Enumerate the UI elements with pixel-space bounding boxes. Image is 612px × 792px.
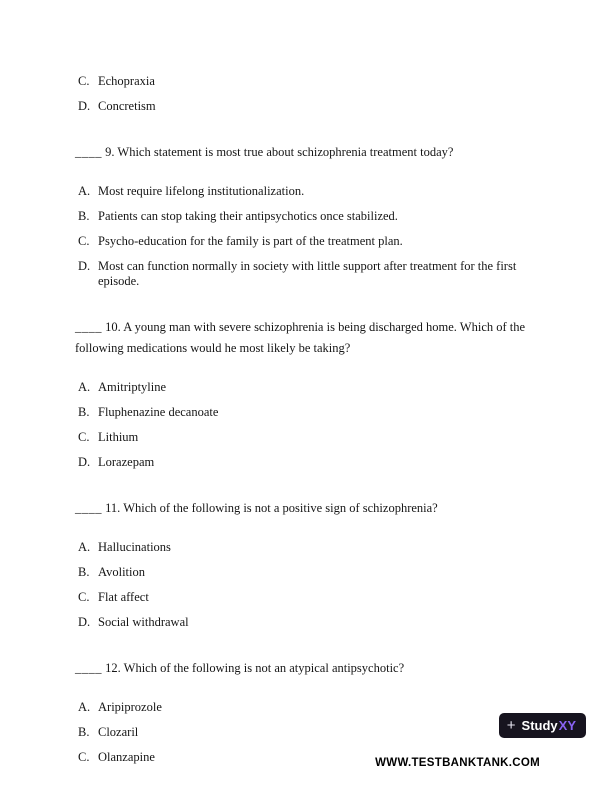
option-text: Patients can stop taking their antipsychotics once stabilized. xyxy=(98,209,398,223)
option-letter: B. xyxy=(78,209,90,223)
option-letter: C. xyxy=(78,74,90,88)
question-number: 12. xyxy=(105,661,121,675)
option-letter: A. xyxy=(78,540,91,554)
question-list xyxy=(75,74,540,775)
question-number: 9. xyxy=(105,145,115,159)
option-row xyxy=(75,430,540,445)
option-row xyxy=(75,405,540,420)
answer-blank: ____ xyxy=(75,145,102,159)
option-letter: D. xyxy=(78,99,91,113)
option-row xyxy=(75,74,540,89)
option-row xyxy=(75,380,540,395)
option-letter: D. xyxy=(78,615,91,629)
question-text: A young man with severe schizophrenia is being discharged home. Which of the following medications would he most likely be taking? xyxy=(75,320,526,355)
question-text: Which of the following is not a positive sign of schizophrenia? xyxy=(123,501,438,515)
option-letter: A. xyxy=(78,380,91,394)
option-text: Olanzapine xyxy=(98,750,155,764)
option-letter: A. xyxy=(78,184,91,198)
option-row xyxy=(75,99,540,114)
option-text: Hallucinations xyxy=(98,540,171,554)
answer-blank: ____ xyxy=(75,661,102,675)
question-stem xyxy=(75,498,540,519)
question-number: 11. xyxy=(105,501,121,515)
option-letter: C. xyxy=(78,750,90,764)
option-letter: C. xyxy=(78,430,90,444)
option-row xyxy=(75,184,540,199)
option-text: Psycho-education for the family is part of the treatment plan. xyxy=(98,234,403,248)
option-row xyxy=(75,234,540,249)
option-row xyxy=(75,209,540,224)
option-letter: B. xyxy=(78,565,90,579)
option-letter: D. xyxy=(78,259,91,273)
plus-icon: + xyxy=(506,717,516,734)
question-text: Which statement is most true about schizophrenia treatment today? xyxy=(117,145,454,159)
option-letter: D. xyxy=(78,455,91,469)
option-text: Flat affect xyxy=(98,590,149,604)
question-stem xyxy=(75,658,540,679)
brand-study-label: Study xyxy=(521,718,558,733)
option-text: Most require lifelong institutionalization. xyxy=(98,184,305,198)
option-letter: C. xyxy=(78,234,90,248)
question-number: 10. xyxy=(105,320,121,334)
option-text: Aripiprozole xyxy=(98,700,162,714)
option-row xyxy=(75,590,540,605)
option-row xyxy=(75,259,540,289)
option-text: Lorazepam xyxy=(98,455,155,469)
option-text: Concretism xyxy=(98,99,156,113)
option-text: Fluphenazine decanoate xyxy=(98,405,219,419)
option-row xyxy=(75,725,540,740)
studyxy-badge xyxy=(499,713,586,738)
website-text: WWW.TESTBANKTANK.COM xyxy=(375,757,540,769)
question-stem xyxy=(75,317,540,359)
option-text: Avolition xyxy=(98,565,145,579)
answer-blank: ____ xyxy=(75,501,102,515)
option-text: Clozaril xyxy=(98,725,139,739)
option-row xyxy=(75,615,540,630)
option-text: Lithium xyxy=(98,430,139,444)
question-text: Which of the following is not an atypical antipsychotic? xyxy=(123,661,405,675)
option-row xyxy=(75,565,540,580)
option-row xyxy=(75,455,540,470)
answer-blank: ____ xyxy=(75,320,102,334)
option-letter: B. xyxy=(78,725,90,739)
brand-xy-label: XY xyxy=(558,718,576,733)
option-letter: A. xyxy=(78,700,91,714)
option-row xyxy=(75,700,540,715)
option-text: Echopraxia xyxy=(98,74,155,88)
option-text: Most can function normally in society with little support after treatment for the first episode. xyxy=(98,259,517,288)
option-letter: C. xyxy=(78,590,90,604)
question-stem xyxy=(75,142,540,163)
option-text: Social withdrawal xyxy=(98,615,189,629)
option-text: Amitriptyline xyxy=(98,380,167,394)
option-row xyxy=(75,540,540,555)
option-letter: B. xyxy=(78,405,90,419)
